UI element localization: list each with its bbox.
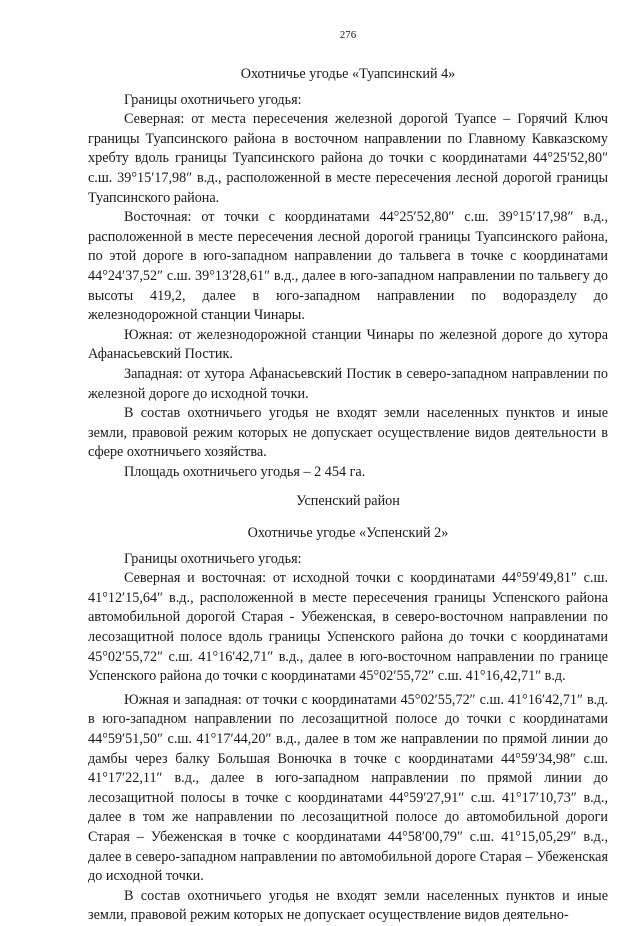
section-body-tuapsinsky [88,91,608,483]
southern-boundary: Южная: от железнодорожной станции Чинары по железной дороге до хутора Афанасьевский Постик. [88,326,608,363]
exclusions-paragraph: В состав охотничьего угодья не входят земли населенных пунктов и иные земли, правовой режим которых не допускает осуществление видов деятельности в сфере охотничьего хозяйства. [88,405,608,461]
exclusions-paragraph: В состав охотничьего угодья не входят земли населенных пунктов и иные земли, правовой режим которых не допускает осуществление видов деятельно- [88,887,608,924]
eastern-boundary: Восточная: от точки с координатами 44°25′52,80″ с.ш. 39°15′17,98″ в.д., расположенной в месте пересечения лесной дорогой границы Туапсинского района, по этой дороге в юго-западном направлении до тальвега в точке с координатами 44°24′37,52″ с.ш. 39°13′28,61″ в.д., далее в юго-западном направлении по тальвегу до высоты 419,2, далее в юго-западном направлении по водоразделу до железнодорожной станции Чинары. [88,209,608,324]
section-title-tuapsinsky: Охотничье угодье «Туапсинский 4» [240,66,456,82]
page-number: 276 [339,29,357,41]
north-east-boundary: Северная и восточная: от исходной точки с координатами 44°59′49,81″ с.ш. 41°12′15,64″ в.д., расположенной в месте пересечения границы Успенского района автомобильной дорогой Старая - Убеженская, в северо-восточном направлении по лесозащитной полосе вдоль границы Успенского района до точки с координатами 45°02′55,72″ с.ш. 41°16′42,71″ в.д., далее в юго-восточном направлении по границе Успенского района до точки с координатами 45°02′55,72″ с.ш. 41°16,42,71″ в.д. [88,570,608,685]
section-title-uspensky: Охотничье угодье «Успенский 2» [247,525,449,542]
northern-boundary: Северная: от места пересечения железной дорогой Туапсе – Горячий Ключ границы Туапсинского района в восточном направлении по Главному Кавказскому хребту вдоль границы Туапсинского района до точки с координатами 44°25′52,80″ с.ш. 39°15′17,98″ в.д., расположенной в месте пересечения лесной дорогой границы Туапсинского района. [88,111,608,206]
south-west-boundary: Южная и западная: от точки с координатами 45°02′55,72″ с.ш. 41°16′42,71″ в.д. в юго-западном направлении по лесозащитной полосе до точки с координатами 44°59′51,50″ с.ш. 41°17′44,20″ в.д., далее в том же направлении по прямой линии до дамбы через балку Большая Вонючка в точке с координатами 44°59′34,98″ с.ш. 41°17′22,11″ в.д., далее в юго-западном направлении по прямой линии до лесозащитной полосы в точке с координатами 44°59′27,91″ с.ш. 41°17′10,73″ в.д., далее в том же направлении по лесозащитной полосе до автомобильной дороги Старая – Убеженская в точке с координатами 44°58′00,79″ с.ш. 41°15,05,29″ в.д., далее в северо-западном направлении по автомобильной дороге Старая – Убеженская до исходной точки. [88,691,608,885]
district-title: Успенский район [296,493,400,510]
section-body-uspensky [88,550,608,926]
boundaries-heading: Границы охотничьего угодья: [124,91,302,108]
boundaries-heading: Границы охотничьего угодья: [124,550,302,567]
document-page [88,28,608,926]
area-paragraph: Площадь охотничьего угодья – 2 454 га. [124,463,366,480]
western-boundary: Западная: от хутора Афанасьевский Постик в северо-западном направлении по железной дороге до исходной точки. [88,365,608,402]
